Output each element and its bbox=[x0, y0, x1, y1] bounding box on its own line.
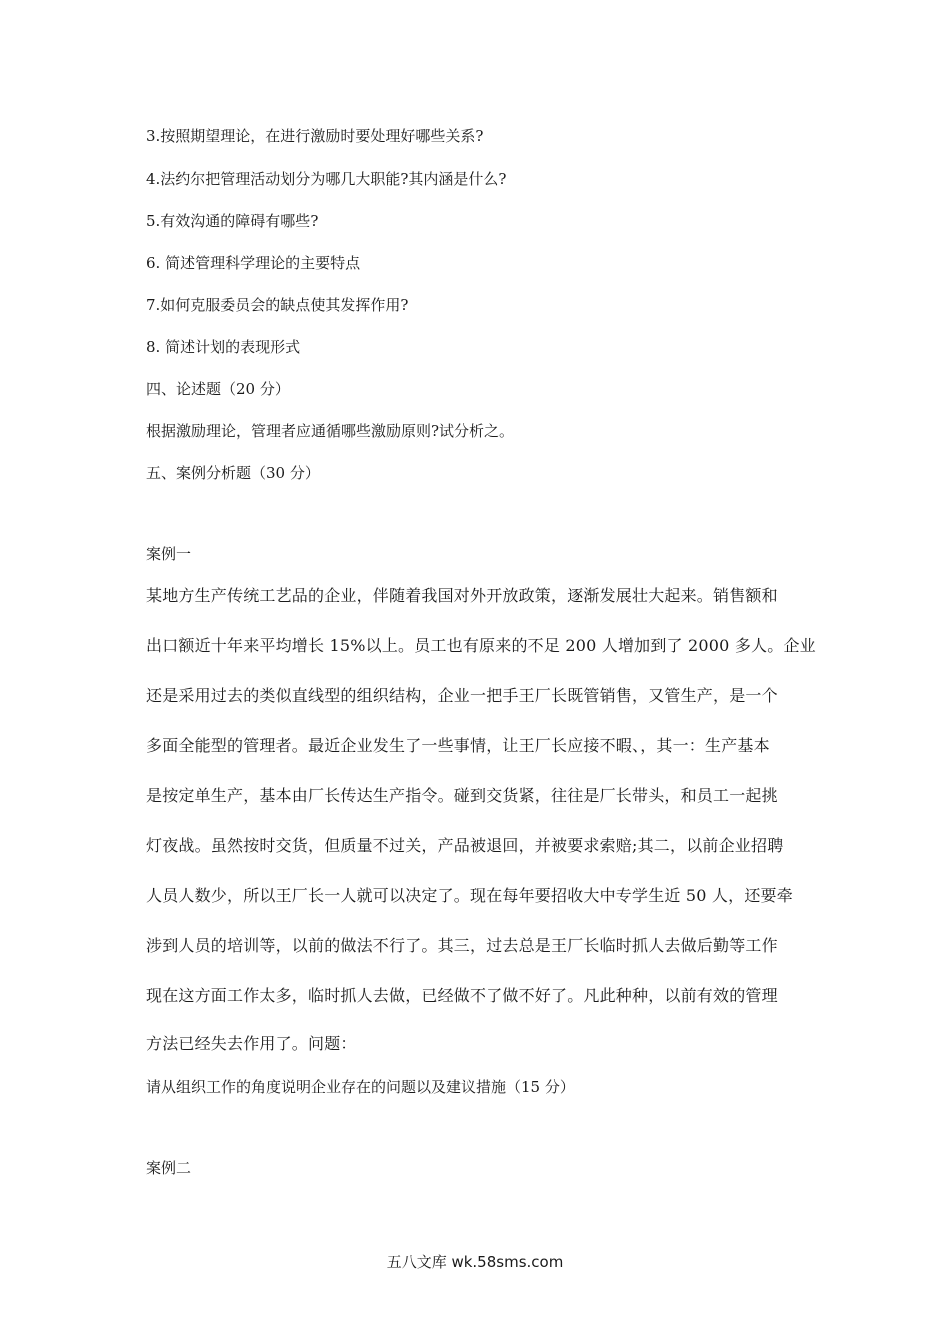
footer-watermark: 五八文库 wk.58sms.com bbox=[386, 1253, 564, 1271]
case-1-line: 多面全能型的管理者。最近企业发生了一些事情，让王厂长应接不暇、，其一：生产基本 bbox=[146, 736, 770, 755]
case-1-line: 灯夜战。虽然按时交货，但质量不过关，产品被退回，并被要求索赔;其二，以前企业招聘 bbox=[146, 836, 784, 855]
case-1-line: 是按定单生产，基本由厂长传达生产指令。碰到交货紧，往往是厂长带头，和员工一起挑 bbox=[146, 786, 778, 805]
section-4-question: 根据激励理论，管理者应通循哪些激励原则?试分析之。 bbox=[146, 422, 515, 440]
case-1-title: 案例一 bbox=[146, 545, 192, 563]
question-3: 3.按照期望理论，在进行激励时要处理好哪些关系? bbox=[146, 127, 484, 145]
question-7: 7.如何克服委员会的缺点使其发挥作用? bbox=[146, 296, 409, 314]
case-1-line: 方法已经失去作用了。问题： bbox=[146, 1034, 357, 1053]
case-1-line: 还是采用过去的类似直线型的组织结构，企业一把手王厂长既管销售，又管生产，是一个 bbox=[146, 686, 778, 705]
section-4-heading: 四、论述题（20 分） bbox=[146, 380, 290, 398]
case-1-line: 某地方生产传统工艺品的企业，伴随着我国对外开放政策，逐渐发展壮大起来。销售额和 bbox=[146, 586, 778, 605]
case-1-question: 请从组织工作的角度说明企业存在的问题以及建议措施（15 分） bbox=[146, 1078, 575, 1096]
case-1-line: 人员人数少，所以王厂长一人就可以决定了。现在每年要招收大中专学生近 50 人，还要牵 bbox=[146, 886, 793, 905]
case-1-line: 现在这方面工作太多，临时抓人去做，已经做不了做不好了。凡此种种，以前有效的管理 bbox=[146, 986, 778, 1005]
section-5-heading: 五、案例分析题（30 分） bbox=[146, 464, 320, 482]
question-8: 8. 简述计划的表现形式 bbox=[146, 338, 301, 356]
case-1-line: 出口额近十年来平均增长 15%以上。员工也有原来的不足 200 人增加到了 2000 多人。企业 bbox=[146, 636, 816, 655]
question-4: 4.法约尔把管理活动划分为哪几大职能?其内涵是什么? bbox=[146, 170, 507, 188]
case-2-title: 案例二 bbox=[146, 1159, 192, 1177]
question-5: 5.有效沟通的障碍有哪些? bbox=[146, 212, 319, 230]
case-1-line: 涉到人员的培训等，以前的做法不行了。其三，过去总是王厂长临时抓人去做后勤等工作 bbox=[146, 936, 778, 955]
question-6: 6. 简述管理科学理论的主要特点 bbox=[146, 254, 361, 272]
